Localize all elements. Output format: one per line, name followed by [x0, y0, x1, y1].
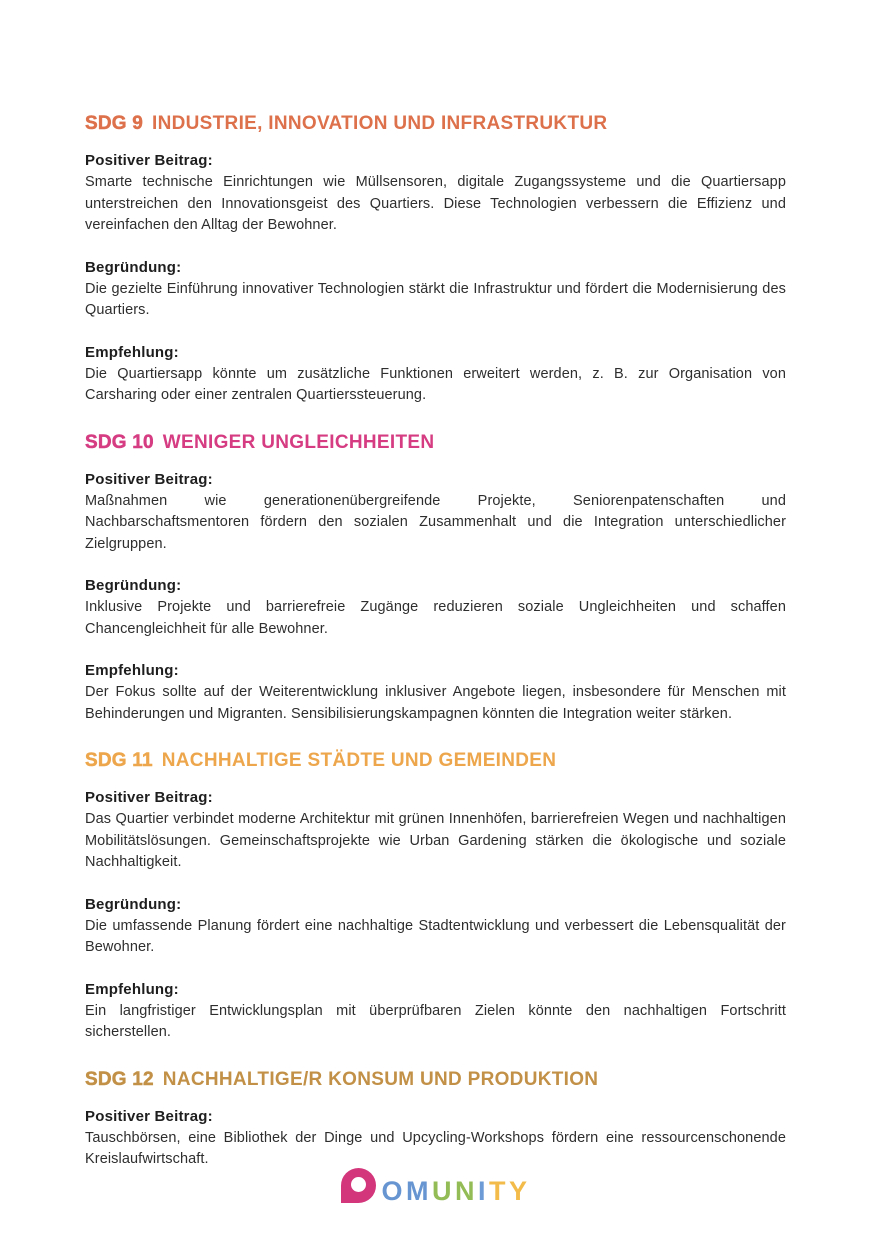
- positive-contribution-block: [85, 788, 786, 874]
- block-label: Positiver Beitrag:: [85, 470, 213, 488]
- sdg-10-section: [85, 431, 786, 726]
- block-text: Maßnahmen wie generationenübergreifende Projekte, Seniorenpatenschaften und Nachbarschaftsmentoren fördern den sozialen Zusammenhalt und die Integration unterschiedlicher Zielgruppen.: [85, 492, 786, 552]
- sdg-10-title: WENIGER UNGLEICHHEITEN: [162, 431, 435, 453]
- block-text: Die Quartiersapp könnte um zusätzliche Funktionen erweitert werden, z. B. zur Organisation von Carsharing oder einer zentralen Quartierssteuerung.: [85, 365, 786, 403]
- block-text: Die umfassende Planung fördert eine nachhaltige Stadtentwicklung und verbessert die Lebensqualität der Bewohner.: [85, 917, 786, 955]
- block-label: Empfehlung:: [85, 980, 179, 998]
- sdg-11-heading: [85, 749, 786, 772]
- logo-letter-n: N: [454, 1176, 476, 1206]
- block-text: Ein langfristiger Entwicklungsplan mit überprüfbaren Zielen könnte den nachhaltigen Fortschritt sicherstellen.: [85, 1002, 786, 1040]
- block-label: Positiver Beitrag:: [85, 789, 213, 806]
- block-text: Smarte technische Einrichtungen wie Müllsensoren, digitale Zugangssysteme und die Quartiersapp unterstreichen den Innovationsgeist des Quartiers. Diese Technologien verbessern die Effizienz und vereinfachen den Alltag der Bewohner.: [85, 174, 786, 233]
- logo-letter-t: T: [489, 1176, 507, 1206]
- block-label: Empfehlung:: [85, 343, 179, 361]
- block-text: Inklusive Projekte und barrierefreie Zugänge reduzieren soziale Ungleichheiten und schaffen Chancengleichheit für alle Bewohner.: [85, 599, 786, 637]
- recommendation-block: [85, 980, 786, 1044]
- recommendation-block: [85, 661, 786, 725]
- recommendation-block: [85, 343, 786, 407]
- block-text: Der Fokus sollte auf der Weiterentwicklung inklusiver Angebote liegen, insbesondere für Menschen mit Behinderungen und Migranten. Sensibilisierungskampagnen könnten die Integration weiter stärken.: [85, 684, 786, 722]
- block-label: Begründung:: [85, 577, 182, 594]
- block-label: Empfehlung:: [85, 662, 179, 679]
- sdg-12-title: NACHHALTIGE/R KONSUM UND PRODUKTION: [162, 1068, 599, 1090]
- sdg-11-title: NACHHALTIGE STÄDTE UND GEMEINDEN: [161, 750, 557, 771]
- logo-letter-m: M: [405, 1176, 430, 1206]
- block-label: Positiver Beitrag:: [85, 1107, 213, 1125]
- sdg-12-heading: [85, 1068, 786, 1091]
- positive-contribution-block: [85, 1107, 786, 1171]
- sdg-9-title: INDUSTRIE, INNOVATION UND INFRASTRUKTUR: [152, 113, 608, 134]
- block-label: Begründung:: [85, 258, 182, 276]
- sdg-9-section: [85, 112, 786, 407]
- sdg-11-label: SDG 11: [85, 750, 153, 771]
- block-label: Positiver Beitrag:: [85, 152, 213, 169]
- sdg-12-section: [85, 1068, 786, 1171]
- logo-q-bubble-icon: [341, 1168, 376, 1203]
- logo-letter-u: U: [431, 1176, 453, 1206]
- logo-letter-i: I: [477, 1176, 487, 1206]
- qomunity-logo: [341, 1168, 529, 1206]
- justification-block: [85, 895, 786, 959]
- justification-block: [85, 576, 786, 640]
- sdg-11-section: [85, 749, 786, 1044]
- sdg-9-label: SDG 9: [85, 113, 144, 134]
- block-text: Tauschbörsen, eine Bibliothek der Dinge und Upcycling-Workshops fördern eine ressourcenschonende Kreislaufwirtschaft.: [85, 1129, 786, 1167]
- positive-contribution-block: [85, 151, 786, 237]
- sdg-12-label: SDG 12: [85, 1068, 154, 1090]
- page-footer: [0, 1168, 870, 1206]
- logo-letter-y: Y: [509, 1176, 529, 1206]
- sdg-9-heading: [85, 112, 786, 135]
- block-label: Begründung:: [85, 895, 182, 913]
- justification-block: [85, 258, 786, 322]
- positive-contribution-block: [85, 470, 786, 556]
- logo-letter-o: O: [381, 1176, 404, 1206]
- block-text: Das Quartier verbindet moderne Architektur mit grünen Innenhöfen, barrierefreien Wegen und nachhaltigen Mobilitätslösungen. Gemeinschaftsprojekte wie Urban Gardening stärken die ökologische und soziale Nachhaltigkeit.: [85, 811, 786, 870]
- sdg-10-heading: [85, 431, 786, 454]
- block-text: Die gezielte Einführung innovativer Technologien stärkt die Infrastruktur und fördert die Modernisierung des Quartiers.: [85, 280, 786, 318]
- sdg-10-label: SDG 10: [85, 431, 154, 453]
